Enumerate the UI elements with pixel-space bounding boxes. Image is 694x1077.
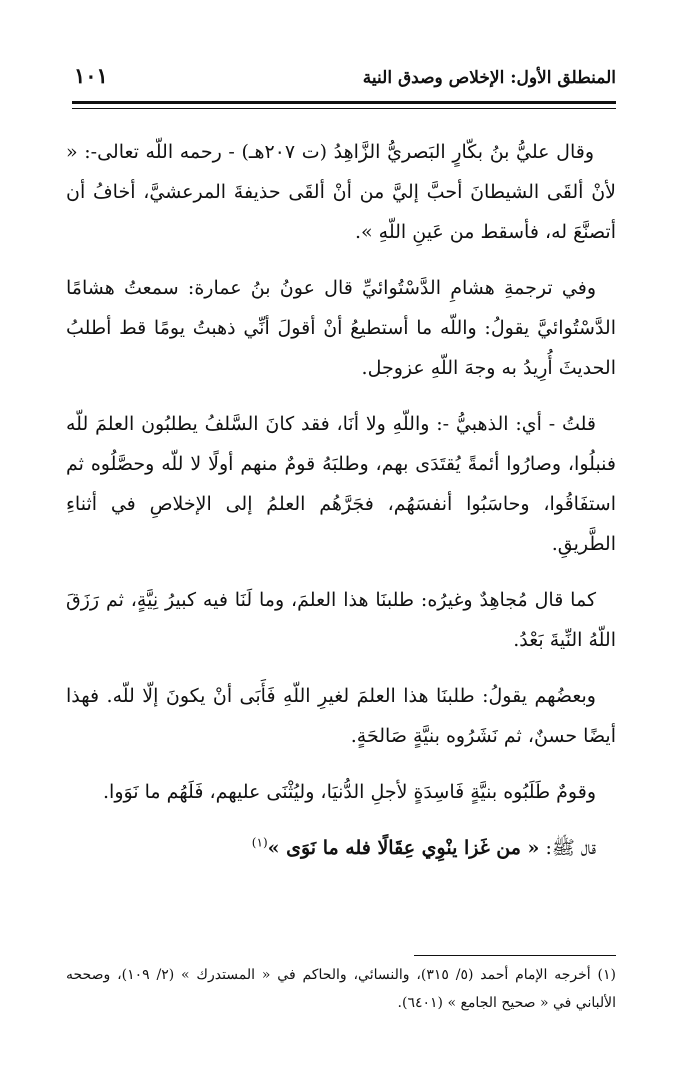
paragraph-some-say: وبعضُهم يقولُ: طلبنَا هذا العلمَ لغيرِ اللّهِ فَأَبَى أنْ يكونَ إلّا للّه. فهذا أيضًا حسنٌ، ثم نَشَرُوه بنيَّةٍ صَالحَةٍ.	[66, 685, 616, 747]
paragraph-hadith	[66, 828, 616, 868]
paragraph-ali-bin-bakkar: وقال عليُّ بنُ بكّارٍ البَصريُّ الزَّاهِدُ (ت ٢٠٧هـ) - رحمه اللّه تعالى-: « لأنْ ألقَى الشيطانَ أحبَّ إليَّ من أنْ ألقَى حذيفةَ المرعشيَّ، أخافُ أن أتصنَّعَ له، فأسقط من عَينِ اللّهِ ».	[66, 141, 616, 243]
footnote-divider	[414, 955, 616, 956]
paragraph-mujahid: كما قال مُجاهِدٌ وغيرُه: طلبنَا هذا العلمَ، وما لَنَا فيه كبيرُ نِيَّةٍ، ثم رَزَقَ اللّهُ النِّيةَ بَعْدُ.	[66, 589, 616, 651]
paragraph-hisham-dastuwai: وفي ترجمةِ هشامِ الدَّسْتُوائيِّ قال عونُ بنُ عمارة: سمعتُ هشامًا الدَّسْتُوائيَّ يقولُ: واللّه ما أستطيعُ أنْ أقولَ أنِّي ذهبتُ يومًا قط أطلبُ الحديثَ أُرِيدُ به وجهَ اللّهِ عزوجل.	[66, 277, 616, 379]
page-body	[66, 132, 616, 884]
footnotes	[66, 961, 616, 1017]
hadith-intro: قال ﷺ:	[539, 837, 596, 859]
paragraph-corrupt-intention: وقومٌ طَلَبُوه بنيَّةٍ فَاسِدَةٍ لأجلِ الدُّنيَا، وليُثْنَى عليهم، فَلَهُم ما نَوَوا.	[103, 781, 596, 803]
footnote-1: (١) أخرجه الإمام أحمد (٥/ ٣١٥)، والنسائي، والحاكم في « المستدرك » (٢/ ١٠٩)، وصححه الألباني في « صحيح الجامع » (٦٤٠١).	[66, 967, 616, 1011]
header-rule-thick	[72, 101, 616, 104]
chapter-title: المنطلق الأول: الإخلاص وصدق النية	[362, 68, 616, 88]
page-number: ١٠١	[74, 63, 108, 88]
footnote-marker[interactable]: (١)	[251, 835, 268, 850]
paragraph-dhahabi-comment: قلتُ - أي: الذهبيُّ -: واللّهِ ولا أنَا، فقد كانَ السَّلفُ يطلبُون العلمَ للّه فنبلُوا، وصارُوا أئمةً يُقتَدَى بهم، وطلبَهُ قومٌ منهم أولًا لا للّه وحصَّلُوه ثم استفَاقُوا، وحاسَبُوا أنفسَهُم، فجَرَّهُم العلمُ إلى الإخلاصِ في أثناءِ الطَّريقِ.	[66, 413, 616, 555]
page-header	[74, 58, 616, 98]
hadith-text: « من غَزا ينْوِي عِقَالًا فله ما نَوَى »	[267, 837, 540, 859]
header-rule-thin	[72, 108, 616, 109]
